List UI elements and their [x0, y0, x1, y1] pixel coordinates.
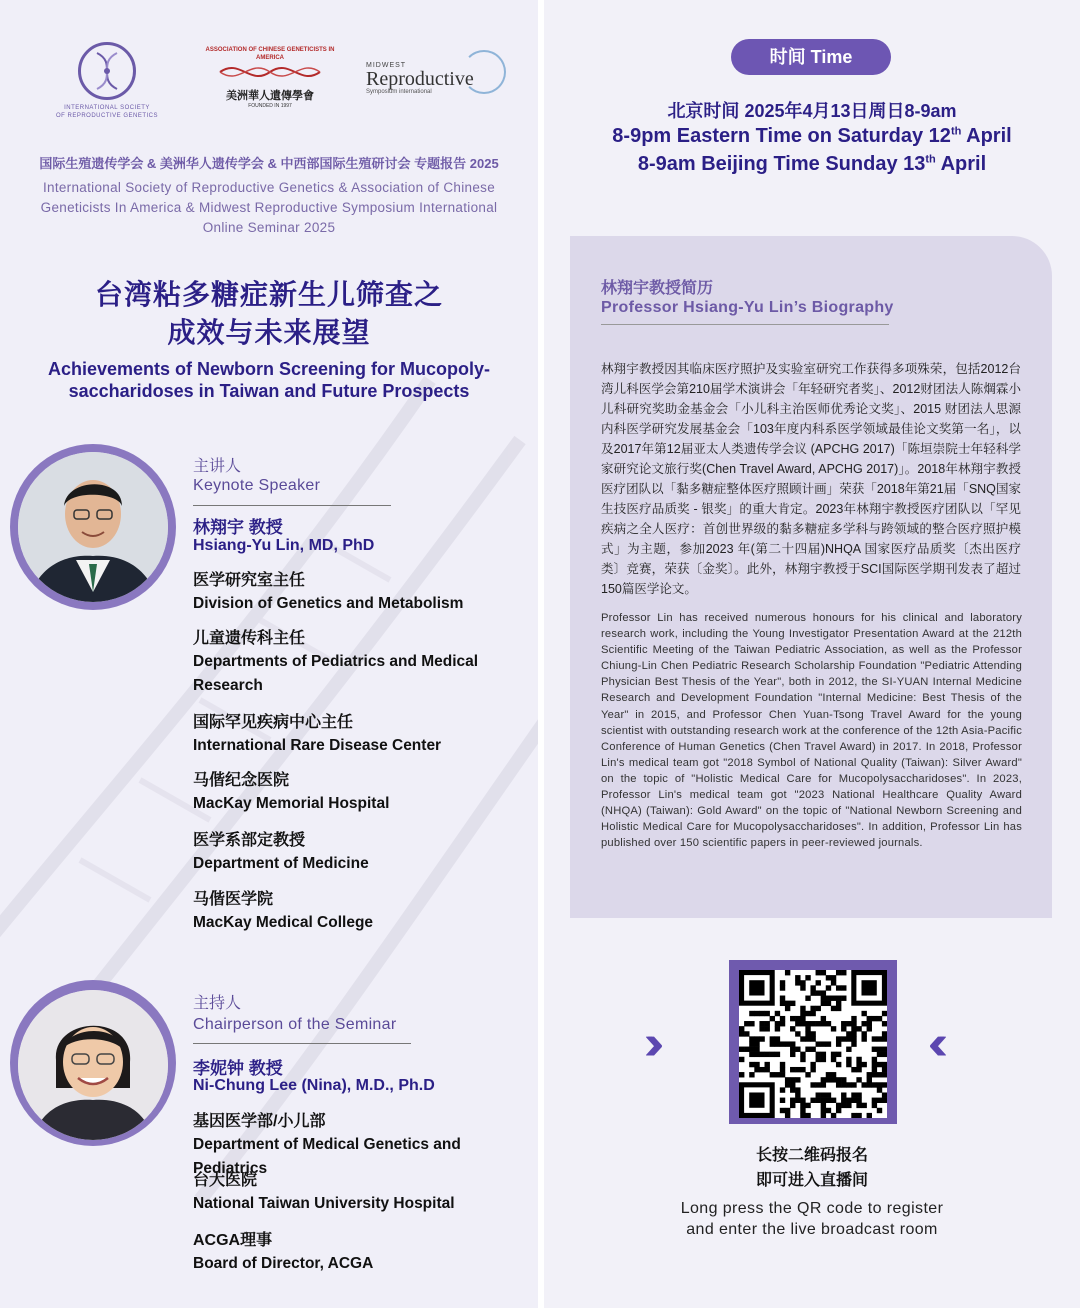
time-beijing-cn: 北京时间 2025年4月13日周日8-9am	[667, 101, 957, 121]
time-beijing-en-sup: th	[925, 153, 936, 166]
logo-row	[30, 40, 510, 140]
speaker-affiliation-4	[193, 770, 389, 816]
right-panel	[544, 0, 1080, 1308]
time-beijing-en-month: April	[935, 153, 987, 175]
isrg-caption	[42, 104, 172, 120]
chair-affiliation-3	[193, 1230, 373, 1276]
acga-founded: FOUNDED IN 1997	[248, 103, 292, 109]
title-en	[10, 358, 528, 402]
chair-aff-2-cn: 台大医院	[193, 1172, 258, 1189]
chair-aff-3-cn: ACGA理事	[193, 1232, 273, 1249]
time-eastern-sup: th	[950, 125, 962, 138]
title-en-line2: saccharidoses in Taiwan and Future Prospects	[68, 381, 470, 401]
mrs-small-text: MIDWEST	[366, 62, 407, 69]
chair-name-en: Ni-Chung Lee (Nina), M.D., Ph.D	[193, 1077, 435, 1094]
bio-text-cn: 林翔宇教授因其临床医疗照护及实验室研究工作获得多项殊荣，包括2012台湾儿科医学会第210届学术演讲会「年轻研究者奖」、2012财团法人陈焵霖小儿科研究奖助金基金会「小儿科主治医师优秀论文奖」、2015 财团法人思源内科医学研究发展基金会「103年度内科系医学领域最佳论文奖第一名」，以及2017年第12届亚太人类遗传学会议 (APCHG 2017)「陈垣崇院士年轻科学家研究论文旅行奖(Chen Travel Award, APCHG 2017)」。2018年林翔宇教授医疗团队以「黏多糖症整体医疗照顾计画」荣获「2018年第21届「SNQ国家生技医疗品质奖 - 银奖」的重大肯定。2023年林翔宇教授医疗团队以「罕见疾病之全人医疗：首创世界级的黏多糖症多学科与跨领域的整合医疗照护模式」为主题，参加2023 年(第二十四届)NHQA 国家医疗品质奖〔杰出医疗类〕竞赛，荣获〔金奖〕。此外，林翔宇教授于SCI国际医学期刊发表了超过150篇医学论文。	[601, 362, 1021, 596]
speaker-affiliation-2	[193, 628, 478, 698]
acga-ring-text: ASSOCIATION OF CHINESE GENETICISTS IN AMERICA	[205, 47, 335, 61]
speaker-aff-1-en: Division of Genetics and Metabolism	[193, 595, 464, 612]
speaker-aff-5-cn: 医学系部定教授	[193, 832, 306, 849]
speaker-role-cn: 主讲人	[193, 458, 242, 475]
speaker-aff-4-en: MacKay Memorial Hospital	[193, 795, 390, 812]
bio-text-en: Professor Lin has received numerous honours for his clinical and laboratory research work, including the Young Investigator Presentation Award at the 212th Scientific Meeting of the Taiwan Pediatric Association, as well as the Professor Chiung-Lin Chen Pediatric Research Scholarship Foundation "Pediatric Attending Physician Best Thesis of the Year", both in 2012, the SI-YUAN Internal Medicine Research and Development Foundation "Internal Medicine: Best Thesis of the Year" in 2015, and Professor Chen Yuan-Tsong Travel Award for the young scientist with outstanding research work at the conference of the 12th Asia-Pacific Conference of Human Genetics (Chen Travel Award) in 2017. In 2018, Professor Lin's medical team got "2018 Symbol of National Quality (Taiwan): Silver Award" on the topic of "Holistic Medical Care for Mucopolysaccharidoses". In 2023, Professor Lin's medical team got "2023 National Healthcare Quality Award (NHQA) (Taiwan): Gold Award" on the topic of "National Newborn Screening and Holistic Medical Care for Mucopolysaccharidoses". In addition, Professor Lin has published over 150 scientific papers in peer-reviewed journals.	[601, 612, 1022, 850]
chair-portrait-icon	[18, 990, 168, 1140]
chair-aff-1-en: Department of Medical Genetics and Pediatrics	[193, 1136, 461, 1177]
chair-avatar	[18, 990, 168, 1140]
speaker-aff-5-en: Department of Medicine	[193, 855, 369, 872]
left-panel	[0, 0, 538, 1308]
time-eastern-text: 8-9pm Eastern Time on Saturday 12	[612, 125, 951, 147]
speaker-avatar	[18, 452, 168, 602]
speaker-aff-3-cn: 国际罕见疾病中心主任	[193, 714, 354, 731]
qr-code-icon[interactable]	[739, 970, 887, 1118]
title-cn-line1: 台湾粘多糖症新生儿筛查之	[94, 279, 443, 310]
time-beijing-en	[544, 153, 1080, 176]
register-cn-line1: 长按二维码报名	[755, 1147, 868, 1164]
organizers-en-line3: Online Seminar 2025	[202, 220, 336, 235]
isrg-caption-line1: INTERNATIONAL SOCIETY	[64, 105, 150, 111]
chevron-left-icon: ‹‹‹	[928, 1017, 934, 1070]
organizers-en-line1: International Society of Reproductive Genetics & Association of Chinese	[42, 180, 496, 195]
speaker-name-cn: 林翔宇 教授	[193, 518, 283, 537]
chevron-right-icon: ›››	[644, 1017, 650, 1070]
mrs-big-text: Reproductive	[366, 68, 474, 90]
chair-affiliation-2	[193, 1170, 455, 1216]
time-eastern-month: April	[961, 125, 1012, 147]
qr-code-pattern	[739, 970, 887, 1118]
time-beijing-en-text: 8-9am Beijing Time Sunday 13	[637, 153, 926, 175]
mrs-logo	[366, 62, 506, 95]
mrs-arc-icon	[462, 50, 506, 94]
chair-role-en: Chairperson of the Seminar	[193, 1016, 397, 1033]
title-en-line1: Achievements of Newborn Screening for Mucopoly-	[47, 359, 491, 379]
speaker-aff-2-en: Departments of Pediatrics and Medical	[193, 653, 479, 670]
speaker-affiliation-6	[193, 889, 373, 935]
acga-chinese-name: 美洲華人遺傳學會	[226, 90, 314, 102]
bio-divider	[601, 324, 889, 325]
organizers-en-line2: Geneticists In America & Midwest Reproductive Symposium International	[40, 200, 498, 215]
register-en	[544, 1198, 1080, 1240]
organizers-cn: 国际生殖遗传学会 & 美洲华人遗传学会 & 中西部国际生殖研讨会 专题报告 2025	[39, 156, 499, 171]
isrg-caption-line2: OF REPRODUCTIVE GENETICS	[55, 113, 158, 119]
register-cn-line2: 即可进入直播间	[755, 1172, 868, 1189]
bio-title-cn: 林翔宇教授简历	[601, 280, 714, 297]
speaker-aff-1-cn: 医学研究室主任	[193, 572, 306, 589]
speaker-aff-6-en: MacKay Medical College	[193, 914, 374, 931]
chair-role-cn: 主持人	[193, 995, 242, 1012]
acga-helix-icon	[210, 62, 330, 82]
speaker-portrait-icon	[18, 452, 168, 602]
speaker-aff-6-cn: 马偕医学院	[193, 891, 274, 908]
register-en-line1: Long press the QR code to register	[680, 1200, 944, 1217]
speaker-affiliation-1	[193, 570, 463, 616]
register-en-line2: and enter the live broadcast room	[686, 1221, 938, 1238]
speaker-affiliation-3	[193, 712, 441, 758]
isrg-logo	[42, 42, 172, 120]
speaker-affiliation-5	[193, 830, 369, 876]
mrs-sub-text: Symposium international	[366, 89, 432, 95]
chair-aff-1-cn: 基因医学部/小儿部	[193, 1113, 326, 1130]
speaker-name-en: Hsiang-Yu Lin, MD, PhD	[193, 537, 375, 554]
speaker-aff-4-cn: 马偕纪念医院	[193, 772, 290, 789]
title-cn	[0, 276, 538, 352]
isrg-dna-icon	[78, 42, 136, 100]
chair-divider	[193, 1043, 411, 1044]
time-pill: 时间 Time	[731, 39, 891, 75]
chair-aff-2-en: National Taiwan University Hospital	[193, 1195, 455, 1212]
bio-title-en: Professor Hsiang-Yu Lin’s Biography	[601, 299, 894, 316]
speaker-role-en: Keynote Speaker	[193, 477, 321, 494]
speaker-aff-3-en: International Rare Disease Center	[193, 737, 442, 754]
organizers-en	[20, 178, 518, 238]
speaker-divider	[193, 505, 391, 506]
chair-name-cn: 李妮钟 教授	[193, 1059, 283, 1078]
time-eastern	[544, 125, 1080, 148]
speaker-aff-2-en2: Research	[193, 677, 263, 694]
acga-logo	[200, 46, 340, 109]
chair-aff-3-en: Board of Director, ACGA	[193, 1255, 374, 1272]
title-cn-line2: 成效与未来展望	[167, 317, 371, 348]
speaker-aff-2-cn: 儿童遗传科主任	[193, 630, 306, 647]
